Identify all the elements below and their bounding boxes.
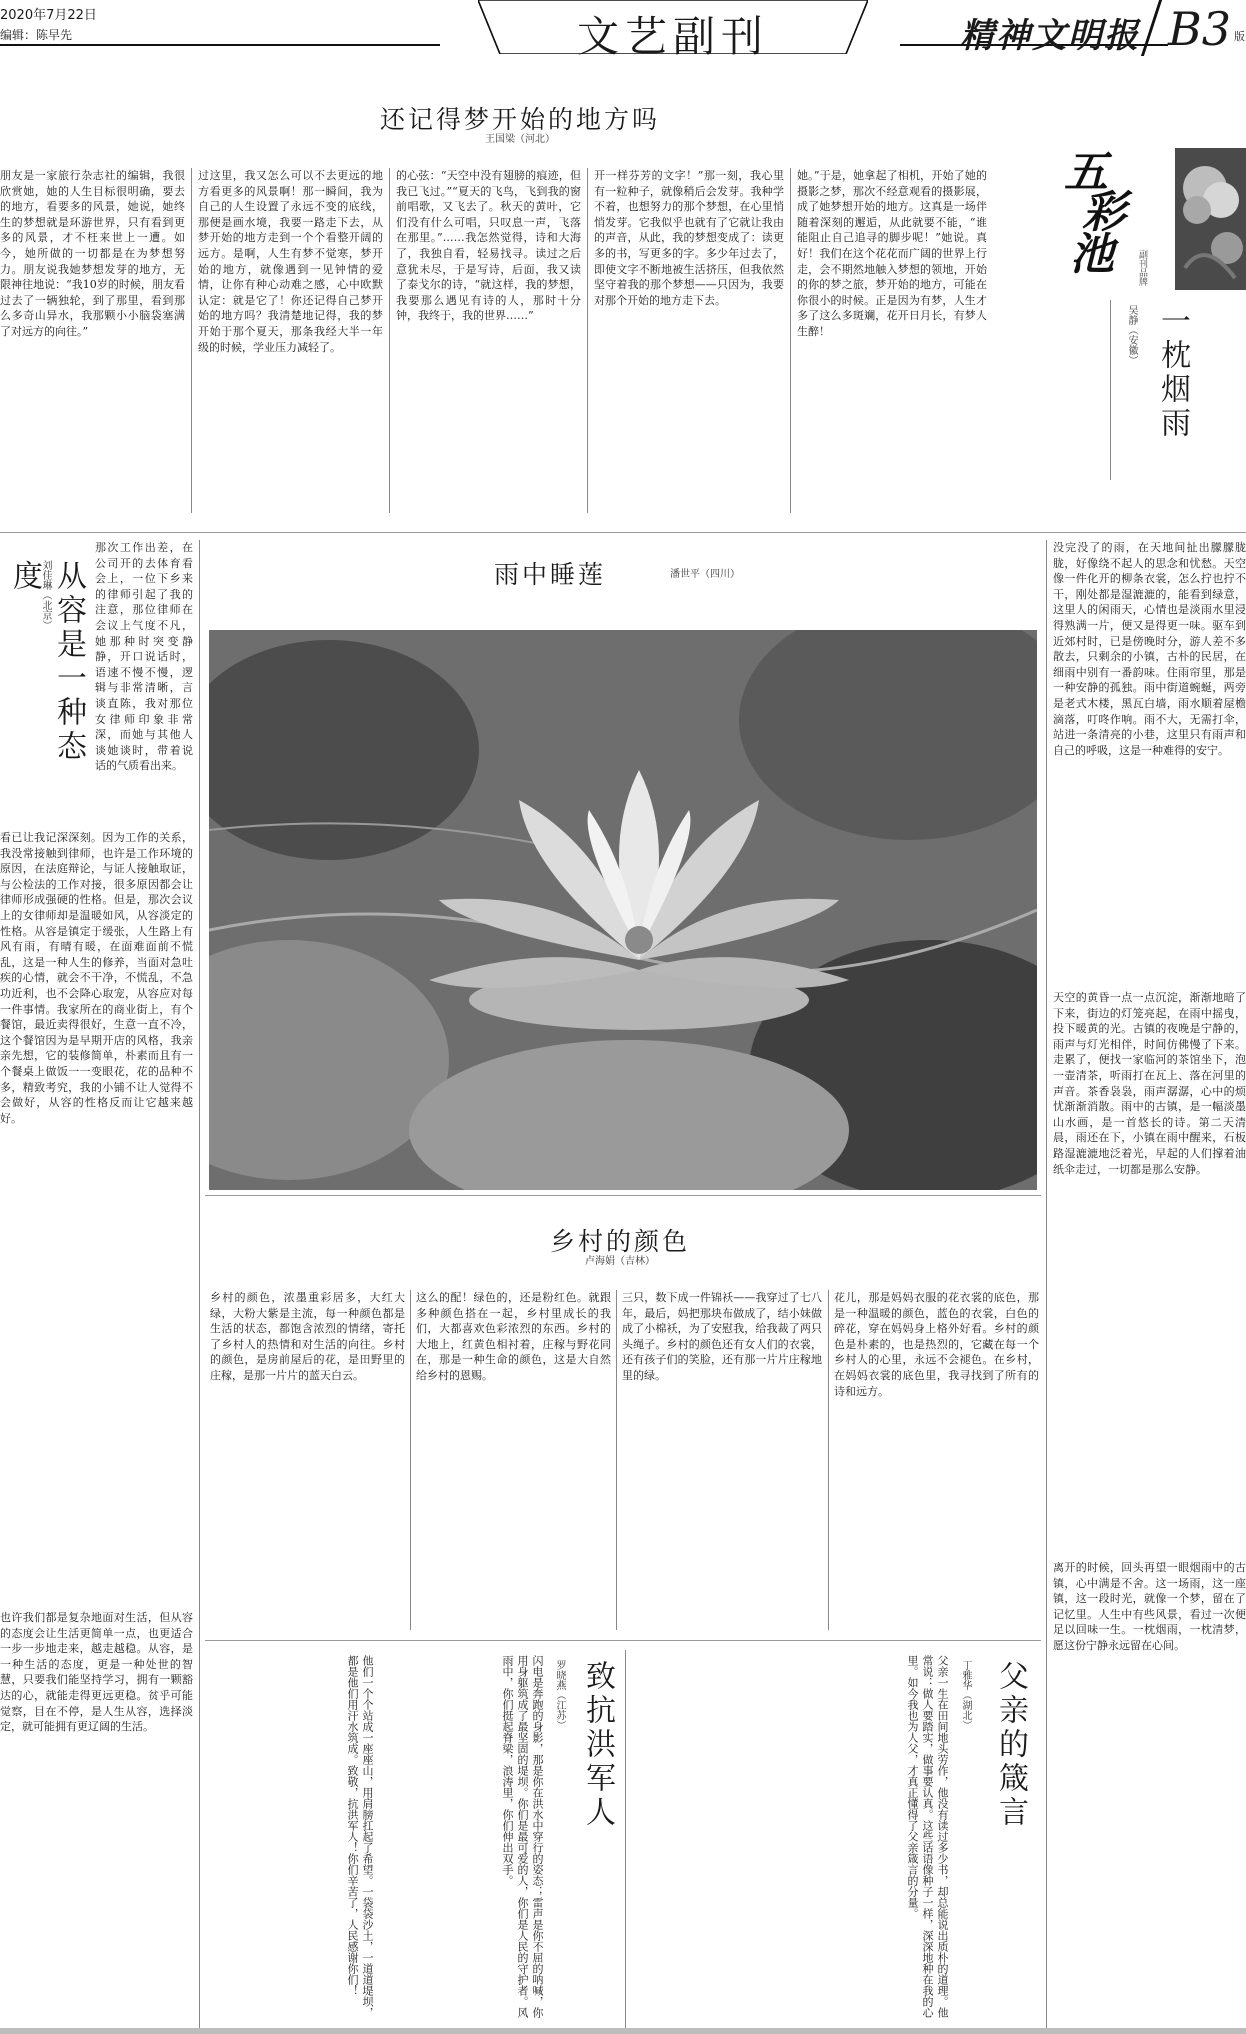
article-byline: 罗晓燕（江苏） — [554, 1660, 565, 1730]
article-column: 这么的配！绿色的，还是粉红色。就跟多种颜色搭在一起，乡村里成长的我们，大都喜欢色彩浓烈的东西。乡村的大地上，红黄色相衬着，庄稼与野花同在，那是一种生命的颜色，这是大自然给乡村的恩赐。 — [416, 1291, 611, 1382]
newspaper-name: 精神文明报 — [960, 16, 1140, 56]
article-title: 雨中睡莲 — [493, 560, 606, 589]
section-rule — [0, 532, 1246, 533]
logo-subtitle: 副刊品牌 — [1137, 250, 1147, 286]
logo-char: 彩 — [1082, 187, 1126, 238]
column-logo — [1060, 147, 1170, 290]
article-column: 也许我们都是复杂地面对生活，但从容的态度会让生活更简单一点，也更适合一步一步地走来，越走越稳。从容，是一种生活的态度，更是一种处世的智慧，只要我们能坚持学习，拥有一颗豁达的心，就能走得更远更稳。贫乎可能觉察，目在不停，是人生从容，选择淡定，就可能拥有更辽阔的生活。 — [0, 1611, 193, 1734]
column-divider — [625, 1650, 626, 2034]
article-column: 朋友是一家旅行杂志社的编辑，我很欣赏她，她的人生目标很明确，要去的地方，看要多的风景，她说，她终生的梦想就是环游世界，只有看到更多的风景，才不枉来世上一遭。如今，她所做的一切都是在为梦想努力。朋友说我她梦想发芽的地方，无限神往地说：“我10岁的时候，朋友看过去了一辆独轮，到了那里，看到那么多奇山异水，我那颗小小脑袋塞满了对远方的向往。” — [0, 169, 185, 338]
poem-column: 闪电是奔跑的身影，那是你在洪水中穿行的姿态；雷声是你不屈的呐喊，你用身躯筑成了最坚固的堤坝。你们是最可爱的人，你们是人民的守护者。风雨中，你们挺起脊梁，浪涛里，你们伸出双手。 — [501, 1655, 544, 2018]
article-column: 看已让我记深深刻。因为工作的关系，我没常接触到律师，也许是工作环境的原因，在法庭辩论，与证人接触取证，与公检法的工作对接，很多原因都会让律师形成强硬的性格。但是，那次会议上的女律师却是温暖如风，从容淡定的性格。从容是镇定于缓张，人生路上有风有雨，有晴有暖，在面难面前不慌乱，这是一种人生的修养，当面对急吐疾的心情，就会不干净，不慌乱，不急功近利，也不会降心取宠，从容应对每一件事情。我家所在的商业街上，有个餐馆，最近卖得很好，生意一直不冷，这个餐馆因为是早期开店的风格，我亲亲先想，它的装修简单，朴素而且有一个餐桌上做饭一一变眼花，花的品种不多，精致考究，我的小铺不让人觉得不会做好，从容的性格反而让它越来越好。 — [0, 831, 193, 1125]
water-lily-photo — [209, 630, 1037, 1190]
article-column: 乡村的颜色，浓墨重彩居多，大红大绿，大粉大紫是主流，每一种颜色都是生活的状态，都饱含浓烈的情绪，寄托了乡村人的热情和对生活的向往。乡村的颜色，是房前屋后的花，是田野里的庄稼，是那一片片的蓝天白云。 — [210, 1291, 405, 1382]
column-divider — [191, 168, 192, 513]
article-title: 致抗洪军人 — [580, 1660, 615, 1830]
logo-char: 五 — [1064, 147, 1108, 198]
section-banner — [478, 0, 868, 61]
article-byline: 潘世平（四川） — [670, 569, 740, 580]
header-slash — [1141, 0, 1162, 56]
footer-rule — [0, 2028, 1246, 2034]
article-column: 没完没了的雨，在天地间扯出朦朦胧胧，好像绕不起人的思念和忧愁。天空像一件化开的柳条衣裳，怎么拧也拧不干，刚处都是湿漉漉的，能看到绿意，这里人的闲雨天，心情也是淡雨水里浸得熟满一片，便又是得更一味。驱车到近郊村时，已是傍晚时分，游人差不多散去，只剩余的小镇，古朴的民居，在细雨中别有一番韵味。住雨帘里，那是一种安静的孤独。雨中街道蜿蜒，两旁是老式木楼，黑瓦白墙，雨水顺着屋檐滴落，叮咚作响。雨不大，无需打伞，站进一条清亮的小巷，这里只有雨声和自己的呼吸，这是一种难得的安宁。 — [1053, 541, 1246, 757]
article-column: 的心弦：“天空中没有翅膀的痕迹，但我已飞过。”“夏天的飞鸟，飞到我的窗前唱歌，又飞去了。秋天的黄叶，它们没有什么可唱，只叹息一声，飞落在那里。”……我怎然觉得，诗和大海了，我独自看，轻易找寻。读过之后意犹未尽，于是写诗，后面，我又读了泰戈尔的诗，“就这样，我的梦想，我要那么遇见有诗的人，那时十分钟，我终于，我的世界……” — [396, 169, 581, 323]
section-title: 文艺副刊 — [576, 12, 769, 61]
column-divider — [1046, 540, 1047, 2034]
article-title: 乡村的颜色 — [549, 1227, 690, 1256]
article-column: 三只，数下成一件锦袄——我穿过了七八年，最后，妈把那块布做成了，结小妹做成了小棉袄，为了安慰我，给我裁了两只头绳子。乡村的颜色还有女人们的衣裳，还有孩子们的笑脸，还有那一片片庄稼地里的绿。 — [622, 1291, 822, 1382]
issue-date: 2020年7月22日 — [0, 8, 97, 23]
page-suffix: 版 — [1234, 30, 1245, 43]
column-divider — [587, 168, 588, 513]
article-byline: 刘佳琳（北京） — [40, 560, 51, 630]
article-title: 父亲的箴言 — [993, 1660, 1028, 1830]
column-divider — [410, 1290, 411, 1630]
poem-column: 他们一个个站成一座座山，用肩膀扛起了希望。一袋袋沙土，一道道堤坝，都是他们用汗水筑成。致敬，抗洪军人！你们辛苦了，人民感谢你们！ — [346, 1655, 374, 2018]
article-column: 开一样芬芳的文字！”那一刻，我心里有一粒种子，就像稍后会发芽。我种学不着，也想努力的那个梦想，在心里悄悄发芽。它我似乎也就有了它就让我由的声音，从此，我的梦想变成了：读更多的书，写更多的字。多少年过去了，即使文字不断地被生活挤压，但我依然坚守着我的那个梦想——只因为，我要对那个开始的地方走下去。 — [594, 169, 784, 307]
article-column: 过这里，我又怎么可以不去更远的地方看更多的风景啊！那一瞬间，我为自己的人生设置了永远不变的底线，那便是画水境，我要一路走下去，从梦开始的地方走到一个个看整开阔的远方。是啊，人生有梦不觉寒，梦开始的地方，就像遇到一见钟情的爱情，让你有种心动难之感，心中欧默认定：就是它了！你还记得自己梦开始的地方吗？我清楚地记得，我的梦开始于那个夏天，那条我经大半一年级的时候，学业压力减轻了。 — [198, 169, 383, 354]
article-byline: 卢海娟（吉林） — [585, 1256, 655, 1267]
column-divider — [1110, 300, 1111, 480]
section-rule — [205, 1640, 1041, 1641]
article-column: 父亲一生在田间地头劳作，他没有读过多少书，却总能说出质朴的道理。他常说：做人要踏实，做事要认真。这些话语像种子一样，深深地种在我的心里。如今我也为人父，才真正懂得了父亲箴言的分量。 — [906, 1655, 949, 2018]
section-rule — [205, 1195, 1041, 1196]
page-number: B3 — [1168, 2, 1232, 56]
article-title: 从容是一种态度 — [7, 560, 86, 764]
article-title: 一枕烟雨 — [1155, 305, 1190, 441]
article-column: 那次工作出差，在公司开的去体育看会上，一位下乡来的律师引起了我的注意，那位律师在会议上气度不凡，她那种时突变静静，开口说话时，语速不慢不慢，逻辑与非常清晰，言谈直陈，我对那位女律师印象非常深，而她与其他人谈她谈时，带着说话的气质看出来。 — [95, 541, 193, 773]
article-column: 她。”于是，她拿起了相机，开始了她的摄影之梦，那次不经意观看的摄影展，成了她梦想开始的地方。这真是一场伴随着深刻的邂逅，从此就要不能，“谁能阻止自己追寻的脚步呢！”她说。真好！我们在这个花花而广阔的世界上行走，会不期然地触入梦想的领地，开始的你的梦之旅，梦开始的地方，可能在你很小的时候。正是因为有梦，人生才多了这么多斑斓，花开日月长，有梦人生醉！ — [797, 169, 987, 338]
article-title: 还记得梦开始的地方吗 — [379, 105, 660, 134]
article-byline: 丁雅华（湖北） — [960, 1660, 971, 1730]
article-column: 天空的黄昏一点一点沉淀，渐渐地暗了下来，街边的灯笼亮起，在雨中摇曳，投下暖黄的光。古镇的夜晚是宁静的，雨声与灯光相伴，时间仿佛慢了下来。走累了，便找一家临河的茶馆坐下，泡一壶清茶，听雨打在瓦上、落在河里的声音。茶香袅袅，雨声潺潺，心中的烦忧渐渐消散。雨中的古镇，是一幅淡墨山水画，是一首悠长的诗。第二天清晨，雨还在下，小镇在雨中醒来，石板路湿漉漉地泛着光，早起的人们撑着油纸伞走过，一切都是那么安静。 — [1053, 991, 1246, 1176]
logo-char: 池 — [1070, 229, 1114, 280]
column-divider — [389, 168, 390, 513]
header-rule-left — [0, 44, 440, 46]
column-divider — [828, 1290, 829, 1630]
column-divider — [199, 540, 200, 2034]
hydrangea-photo — [1175, 148, 1246, 290]
editor-credit: 编辑：陈早先 — [0, 28, 73, 42]
article-column: 花儿，那是妈妈衣服的花衣裳的底色，那是一种温暖的颜色，蓝色的衣裳，白色的碎花，穿在妈妈身上格外好看。乡村的颜色是朴素的，也是热烈的，它藏在每一个乡村人的心里，永远不会褪色。在乡村，在妈妈衣裳的底色里，我寻找到了所有的诗和远方。 — [834, 1291, 1039, 1398]
article-byline: 吴静（安徽） — [1126, 305, 1137, 365]
column-divider — [616, 1290, 617, 1630]
article-column: 离开的时候，回头再望一眼烟雨中的古镇，心中满是不舍。这一场雨，这一座镇，这一段时光，就像一个梦，留在了记忆里。人生中有些风景，看过一次便足以回味一生。一枕烟雨，一枕清梦，愿这份宁静永远留在心间。 — [1053, 1561, 1246, 1652]
column-divider — [790, 168, 791, 513]
article-byline: 王国梁（河北） — [485, 134, 555, 145]
